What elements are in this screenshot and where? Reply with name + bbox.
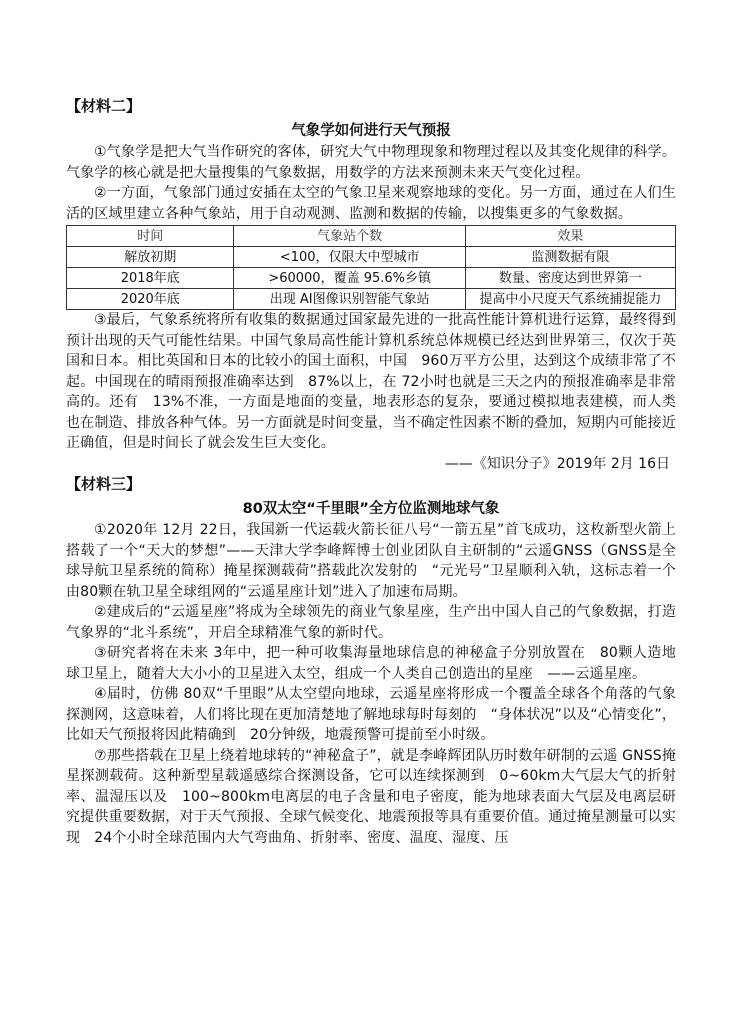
table-row bbox=[67, 289, 676, 310]
weather-station-table bbox=[66, 225, 676, 310]
material-2-paragraph-3: ③最后，气象系统将所有收集的数据通过国家最先进的一批高性能计算机进行运算，最终得到预计出现的天气可能性结果。中国气象局高性能计算机系统总体规模已经达到世界第三，仅次于英国和日本。相比英国和日本的比较小的国土面积，中国 960万平方公里，达到这个成绩非常了不起。中国现在的晴雨预报准确率达到 87%以上，在 72小时也就是三天之内的预报准确率是非常高的。还有 13%不准，一方面是地面的变量，地表形态的复杂，要通过模拟地表建模，而人类也在制造、排放各种气体。另一方面就是时间变量，当不确定性因素不断的叠加，短期内可能接近正确值，但是时间长了就会发生巨大变化。 bbox=[66, 312, 676, 451]
table-row bbox=[67, 247, 676, 268]
table-cell: 解放初期 bbox=[67, 247, 234, 268]
material-2-paragraph-1: ①气象学是把大气当作研究的客体，研究大气中物理现象和物理过程以及其变化规律的科学。气象学的核心就是把大量搜集的气象数据，用数学的方法来预测未来天气变化过程。 bbox=[66, 144, 676, 181]
material-2-source: ——《知识分子》2019年 2月 16日 bbox=[444, 455, 670, 472]
material-3-label: 【材料三】 bbox=[66, 475, 142, 493]
material-2-label: 【材料二】 bbox=[66, 97, 142, 115]
table-cell: 出现 AI图像识别智能气象站 bbox=[234, 289, 465, 310]
material-2-title: 气象学如何进行天气预报 bbox=[291, 123, 451, 139]
table-cell: 监测数据有限 bbox=[465, 247, 675, 268]
table-header-cell: 时间 bbox=[67, 226, 234, 247]
table-cell: 提高中小尺度天气系统捕捉能力 bbox=[465, 289, 675, 310]
material-3-paragraph-2: ②建成后的“云遥星座”将成为全球领先的商业气象星座，生产出中国人自己的气象数据，打造气象界的“北斗系统”，开启全球精准气象的新时代。 bbox=[66, 604, 676, 641]
table-header-cell: 效果 bbox=[465, 226, 675, 247]
table-cell: 2020年底 bbox=[67, 289, 234, 310]
table-row bbox=[67, 268, 676, 289]
table-cell: 2018年底 bbox=[67, 268, 234, 289]
table-header-row bbox=[67, 226, 676, 247]
material-3-paragraph-3: ③研究者将在未来 3年中，把一种可收集海量地球信息的神秘盒子分别放置在 80颗人造地球卫星上，随着大大小小的卫星进入太空，组成一个人类自己创造出的星座 ——云遥星座。 bbox=[66, 645, 676, 682]
material-3-title: 80双太空“千里眼”全方位监测地球气象 bbox=[242, 501, 500, 517]
table-cell: >60000，覆盖 95.6%乡镇 bbox=[234, 268, 465, 289]
document-page bbox=[66, 96, 676, 848]
material-3-paragraph-1: ①2020年 12月 22日，我国新一代运载火箭长征八号“一箭五星”首飞成功，这枚新型火箭上搭载了一个“天大的梦想”——天津大学李峰辉博士创业团队自主研制的“云遥GNSS（GNSS是全球导航卫星系统的简称）掩星探测载荷”搭载此次发射的 “元光号”卫星顺利入轨，这标志着一个由80颗在轨卫星全球组网的“云遥星座计划”进入了加速布局期。 bbox=[66, 522, 676, 600]
table-header-cell: 气象站个数 bbox=[234, 226, 465, 247]
table-cell: <100，仅限大中型城市 bbox=[234, 247, 465, 268]
material-2-paragraph-2: ②一方面，气象部门通过安插在太空的气象卫星来观察地球的变化。另一方面，通过在人们生活的区域里建立各种气象站，用于自动观测、监测和数据的传输，以搜集更多的气象数据。 bbox=[66, 185, 676, 222]
material-3-paragraph-5: ⑦那些搭载在卫星上绕着地球转的“神秘盒子”，就是李峰辉团队历时数年研制的云遥 GNSS掩星探测载荷。这种新型星载遥感综合探测设备，它可以连续探测到 0~60km大气层大气的折射率、温湿压以及 100~800km电离层的电子含量和电子密度，能为地球表面大气层及电离层研究提供重要数据，对于天气预报、全球气候变化、地震预报等具有重要价值。通过掩星测量可以实现 24个小时全球范围内大气弯曲角、折射率、密度、温度、湿度、压 bbox=[66, 747, 676, 846]
material-3-paragraph-4: ④届时，仿佛 80双“千里眼”从太空望向地球，云遥星座将形成一个覆盖全球各个角落的气象探测网，这意味着，人们将比现在更加清楚地了解地球每时每刻的 “身体状况”以及“心情变化”，比如天气预报将因此精确到 20分钟级，地震预警可提前至小时级。 bbox=[66, 686, 676, 743]
table-cell: 数量、密度达到世界第一 bbox=[465, 268, 675, 289]
